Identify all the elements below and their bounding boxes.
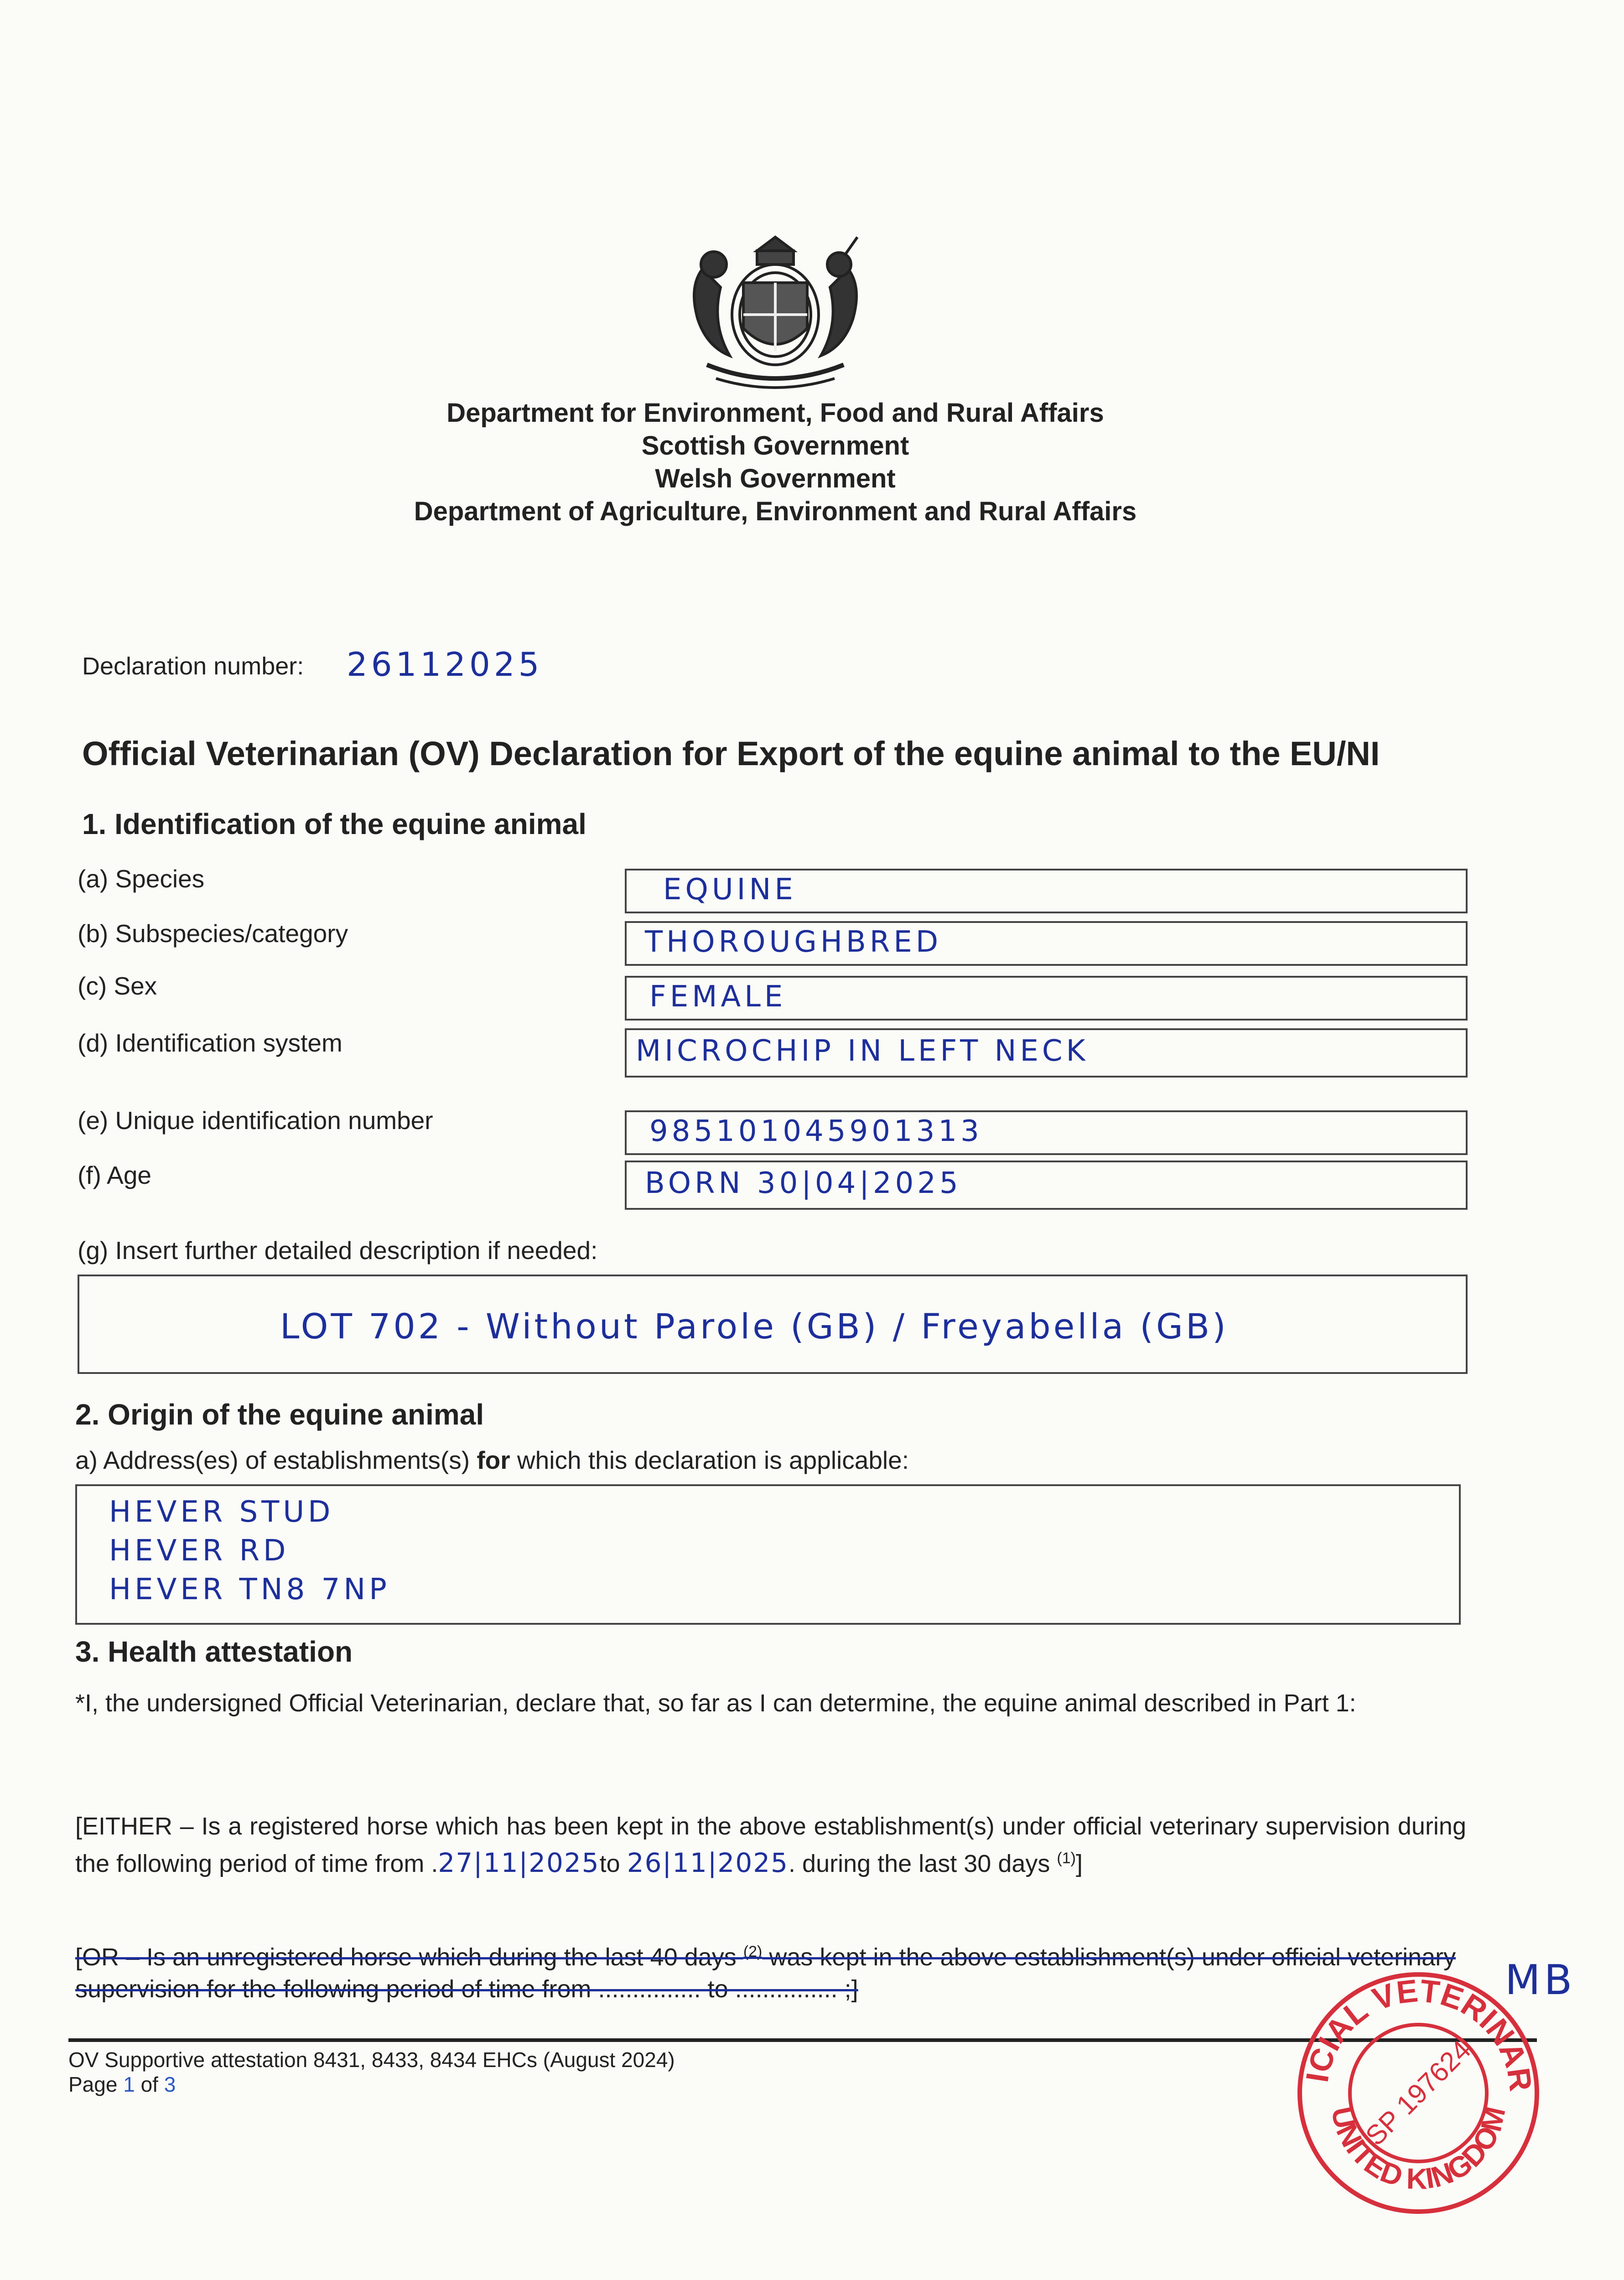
further-description-label: (g) Insert further detailed description if needed: <box>78 1236 598 1264</box>
unique-id-field[interactable] <box>625 1110 1468 1155</box>
age-field[interactable] <box>625 1161 1468 1210</box>
further-description-field[interactable] <box>78 1275 1468 1374</box>
identification-system-value: MICROCHIP IN LEFT NECK <box>636 1034 1089 1068</box>
address-line: HEVER STUD <box>109 1495 334 1529</box>
species-field[interactable] <box>625 869 1468 913</box>
age-label: (f) Age <box>78 1161 152 1189</box>
section-3-heading: 3. Health attestation <box>75 1635 353 1668</box>
stamp-bottom-text: UNITED KINGDOM <box>1325 2104 1512 2196</box>
crest-icon <box>675 228 876 401</box>
page-indicator: Page 1 of 3 <box>68 2073 176 2096</box>
department-line: Department of Agriculture, Environment and Rural Affairs <box>414 497 1137 526</box>
period-to-value[interactable]: 26|11|2025 <box>627 1847 789 1878</box>
footer-reference: OV Supportive attestation 8431, 8433, 8434 EHCs (August 2024) <box>68 2048 675 2072</box>
either-clause: [EITHER – Is a registered horse which has been kept in the above establishment(s) under official veterinary supervision during the following period of time from .27|11|2025to 26|11|2025. during the last 30 days $^{(1)}$] <box>75 1813 1466 1878</box>
sex-label: (c) Sex <box>78 972 157 1000</box>
section-2-heading: 2. Origin of the equine animal <box>75 1398 484 1431</box>
department-line: Welsh Government <box>655 464 896 493</box>
address-line: HEVER TN8 7NP <box>109 1573 390 1606</box>
sex-field[interactable] <box>625 976 1468 1021</box>
sex-value: FEMALE <box>649 980 787 1014</box>
page-title: Official Veterinarian (OV) Declaration for Export of the equine animal to the EU/NI <box>82 735 1380 772</box>
royal-coat-of-arms <box>675 228 876 401</box>
identification-system-field[interactable] <box>625 1028 1468 1078</box>
department-line: Scottish Government <box>641 431 909 461</box>
subspecies-value: THOROUGHBRED <box>645 925 942 959</box>
declaration-number-label: Declaration number: <box>82 653 304 680</box>
or-clause-struck: [OR – Is an unregistered horse which during the last 40 days $^{(2)}$ was kept in the above establishment(s) under official veterinary supervision for the following period of time from ............... to ............... ;] <box>75 1943 1456 2003</box>
section-1-heading: 1. Identification of the equine animal <box>82 808 586 840</box>
unique-id-value: 985101045901313 <box>649 1114 983 1148</box>
stamp-number: SP 197624 <box>1359 2034 1477 2151</box>
subspecies-field[interactable] <box>625 921 1468 966</box>
address-lines <box>109 1493 390 1609</box>
unique-id-label: (e) Unique identification number <box>78 1106 433 1135</box>
issuing-departments <box>319 397 1231 528</box>
period-from-value[interactable]: 27|11|2025 <box>438 1847 600 1878</box>
address-line: HEVER RD <box>109 1534 290 1568</box>
footer <box>68 2047 675 2097</box>
health-attestation-intro: *I, the undersigned Official Veterinarian, declare that, so far as I can determine, the equine animal described in Part 1: <box>75 1689 1356 1717</box>
signature-initials: MB <box>1505 1956 1576 2004</box>
address-label: a) Address(es) of establishments(s) for which this declaration is applicable: <box>75 1446 909 1474</box>
declaration-number-value[interactable]: 26112025 <box>347 645 543 684</box>
age-value: BORN 30|04|2025 <box>645 1166 962 1200</box>
species-label: (a) Species <box>78 865 205 893</box>
further-description-value: LOT 702 - Without Parole (GB) / Freyabella (GB) <box>280 1306 1229 1347</box>
identification-system-label: (d) Identification system <box>78 1029 342 1057</box>
svg-text:UNITED KINGDOM <box>1325 2104 1512 2195</box>
subspecies-label: (b) Subspecies/category <box>78 919 348 948</box>
address-field[interactable] <box>75 1484 1461 1625</box>
species-value: EQUINE <box>663 873 797 907</box>
stamp-top-text: ICIAL VETERINAR <box>1299 1973 1539 2093</box>
department-line: Department for Environment, Food and Rural Affairs <box>446 398 1104 428</box>
svg-text:OFFICIAL VETERINARIAN <box>1291 1965 1539 2093</box>
